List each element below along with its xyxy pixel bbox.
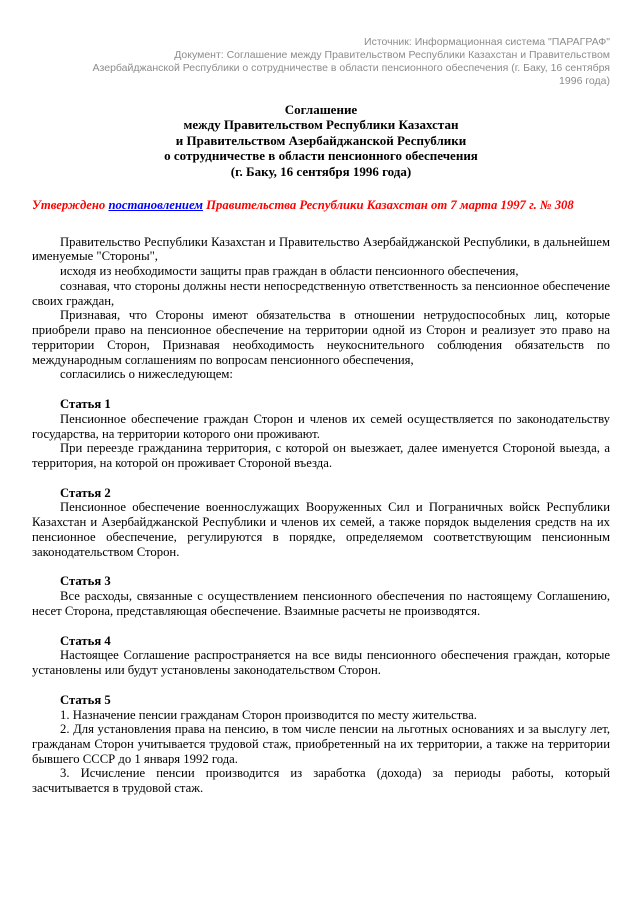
preamble-paragraph: сознавая, что стороны должны нести непосредственную ответственность за пенсионное обеспечение своих граждан, [32,278,610,308]
article-paragraph: 3. Исчисление пенсии производится из заработка (дохода) за периоды работы, который засчитывается в трудовой стаж. [32,766,610,796]
approval-suffix: Правительства Республики Казахстан от 7 марта 1997 г. № 308 [203,198,574,213]
article-heading: Статья 1 [60,397,111,412]
article-paragraph: Пенсионное обеспечение военнослужащих Вооруженных Сил и Пограничных войск Республики Казахстан и Азербайджанской Республики и членов их семей, а также порядок выделения средств на их пенсионное обеспечение, регулируются в порядке, определяемом соответствующим пенсионным законодательством Сторон. [32,500,610,559]
title-line-2: между Правительством Республики Казахстан [183,117,459,133]
article-paragraph: Все расходы, связанные с осуществлением пенсионного обеспечения по настоящему Соглашению, несет Сторона, представляющая обеспечение. Взаимные расчеты не производятся. [32,589,610,618]
preamble-paragraph: исходя из необходимости защиты прав граждан в области пенсионного обеспечения, [60,264,519,279]
article-paragraph: 1. Назначение пенсии гражданам Сторон производится по месту жительства. [60,707,477,722]
header-source-line: Источник: Информационная система "ПАРАГРАФ" [364,36,610,48]
approval-resolution-link[interactable]: постановлением [108,198,203,213]
article-heading: Статья 3 [60,574,111,589]
title-line-4: о сотрудничестве в области пенсионного обеспечения [164,148,478,164]
title-line-1: Соглашение [284,101,358,117]
article-heading: Статья 2 [60,485,111,500]
article-paragraph: 2. Для установления права на пенсию, в том числе пенсии на льготных основаниях и за выслугу лет, гражданам Сторон учитывается трудовой стаж, приобретенный на их территории, а также на территории бывшего СССР до 1 января 1992 года. [32,722,610,766]
preamble-paragraph: Признавая, что Стороны имеют обязательства в отношении нетрудоспособных лиц, которые приобрели право на пенсионное обеспечение на территории одной из Сторон и реализует это право на территории Сторон, Признавая необходимость неукоснительного соблюдения обязательств по международным соглашениям по вопросам пенсионного обеспечения, [32,308,610,367]
document-title [32,102,610,180]
preamble-paragraph: согласились о нижеследующем: [60,367,233,382]
article-paragraph: Настоящее Соглашение распространяется на все виды пенсионного обеспечения граждан, которые установлены или будут установлены законодательством Сторон. [32,648,610,678]
preamble-paragraph: Правительство Республики Казахстан и Правительство Азербайджанской Республики, в дальнейшем именуемые "Стороны", [32,234,610,264]
approval-note [32,198,610,213]
article-heading: Статья 5 [60,692,111,707]
article-paragraph: Пенсионное обеспечение граждан Сторон и членов их семей осуществляется по законодательству государства, на территории которого они проживают. [32,411,610,441]
article-paragraph: При переезде гражданина территория, с которой он выезжает, далее именуется Стороной выезда, а территория, на которой он проживает Стороной въезда. [32,441,610,470]
document-header [88,36,610,89]
approval-prefix: Утверждено [32,198,109,213]
header-document-line: Документ: Соглашение между Правительством Республики Казахстан и Правительством Азербайджанской Республики о сотрудничестве в области пенсионного обеспечения (г. Баку, 16 сентября 1996 года) [92,49,610,88]
article-heading: Статья 4 [60,633,111,648]
title-line-3: и Правительством Азербайджанской Республики [175,132,467,148]
title-line-5: (г. Баку, 16 сентября 1996 года) [230,163,412,179]
